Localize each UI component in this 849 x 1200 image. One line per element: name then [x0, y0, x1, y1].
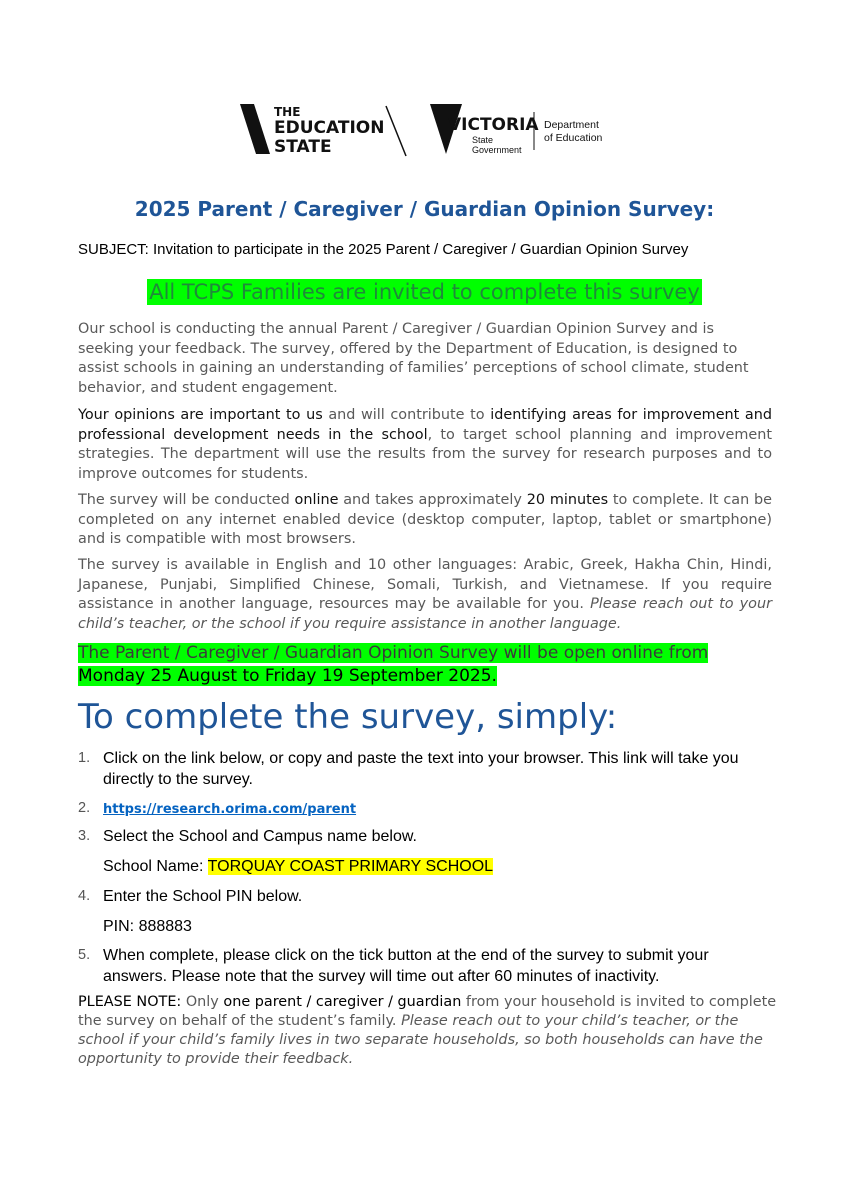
opinions-bold: Your opinions are important to us	[78, 407, 323, 423]
logo-the: THE	[274, 105, 301, 119]
intro-text: Our school is conducting the annual Parent / Caregiver / Guardian Opinion Survey and is seeking your feedback. The survey, offered by the Department of Education, is designed to assist schools in gaining an understanding of families’ perceptions of school climate, student behavior, and student engagement.	[78, 321, 749, 396]
invite-banner	[0, 279, 849, 305]
online-bold: online	[294, 492, 339, 508]
step-4-number: 4.	[78, 888, 91, 904]
opinions-text-1: and will contribute to	[322, 407, 491, 423]
logo-department-line1: Department	[544, 119, 599, 131]
note-text-1: Only	[181, 994, 224, 1010]
please-note-label: PLEASE NOTE:	[78, 994, 182, 1010]
online-text-3: to complete. It can be completed on any internet enabled device (desktop computer, laptop, tablet or smartphone) and is compatible with most browsers.	[78, 492, 772, 547]
survey-link[interactable]: https://research.orima.com/parent	[103, 802, 357, 817]
logo-divider-slash	[386, 106, 406, 156]
languages-italic: Please reach out to your child’s teacher, or the school if you require assistance in another language.	[78, 596, 772, 632]
intro-paragraph	[78, 320, 772, 398]
note-bold: one parent / caregiver / guardian	[223, 994, 462, 1010]
step-1-number: 1.	[78, 750, 91, 766]
step-5-number: 5.	[78, 947, 91, 963]
step-4-text: Enter the School PIN below.	[103, 888, 303, 905]
school-name-label: School Name:	[103, 858, 208, 875]
step-2-number: 2.	[78, 800, 91, 816]
education-state-logo	[240, 100, 610, 160]
note-italic: Please reach out to your child’s teacher, or the school if your child’s family lives in two separate households, so both households can have the opportunity to provide their feedback.	[78, 1013, 763, 1067]
note-text-2: from your household is invited to complete the survey on behalf of the student’s family.	[78, 994, 777, 1029]
school-pin: PIN: 888883	[103, 918, 192, 935]
languages-text: The survey is available in English and 10 other languages: Arabic, Greek, Hakha Chin, Hindi, Japanese, Punjabi, Simplified Chinese, Somali, Turkish, and Vietnamese. If you require assistance in another language, resources may be available for you.	[78, 557, 772, 612]
subject-line: SUBJECT: Invitation to participate in the 2025 Parent / Caregiver / Guardian Opinion Survey	[78, 241, 689, 258]
logo-vic-government: Government	[472, 145, 522, 155]
invite-text: All TCPS Families are invited to complete this survey	[149, 280, 700, 304]
logo-state: STATE	[274, 137, 332, 157]
header-logos	[240, 100, 610, 160]
logo-education: EDUCATION	[274, 118, 385, 138]
open-dates-line1: The Parent / Caregiver / Guardian Opinion Survey will be open online from	[78, 643, 709, 663]
step-3-number: 3.	[78, 828, 91, 844]
languages-paragraph	[78, 556, 772, 634]
logo-vic-state: State	[472, 135, 494, 145]
opinions-bold-2: identifying areas for improvement and professional development needs in the school	[78, 407, 772, 443]
opinions-text-2: , to target school planning and improvement strategies. The department will use the results from the survey for research purposes and to improve outcomes for students.	[78, 426, 772, 482]
opinions-paragraph	[78, 406, 772, 484]
open-dates-line2: Monday 25 August to Friday 19 September 2025.	[78, 666, 497, 686]
step-1-text: Click on the link below, or copy and paste the text into your browser. This link will take you directly to the survey.	[103, 750, 739, 788]
steps-heading: To complete the survey, simply:	[78, 697, 618, 737]
step-5-text: When complete, please click on the tick button at the end of the survey to submit your answers. Please note that the survey will time out after 60 minutes of inactivity.	[103, 947, 709, 985]
please-note-paragraph	[78, 993, 778, 1069]
logo-victoria: VICTORIA	[448, 115, 539, 135]
duration-bold: 20 minutes	[526, 492, 609, 508]
logo-department-line2: of Education	[544, 132, 603, 144]
online-text-2: and takes approximately	[338, 492, 527, 508]
open-dates-block	[78, 642, 778, 688]
education-state-slash	[240, 104, 270, 154]
online-paragraph	[78, 491, 772, 550]
online-text-1: The survey will be conducted	[78, 492, 295, 508]
document-title: 2025 Parent / Caregiver / Guardian Opinion Survey:	[134, 197, 715, 221]
school-name-value: TORQUAY COAST PRIMARY SCHOOL	[207, 858, 494, 875]
step-3-text: Select the School and Campus name below.	[103, 828, 417, 845]
